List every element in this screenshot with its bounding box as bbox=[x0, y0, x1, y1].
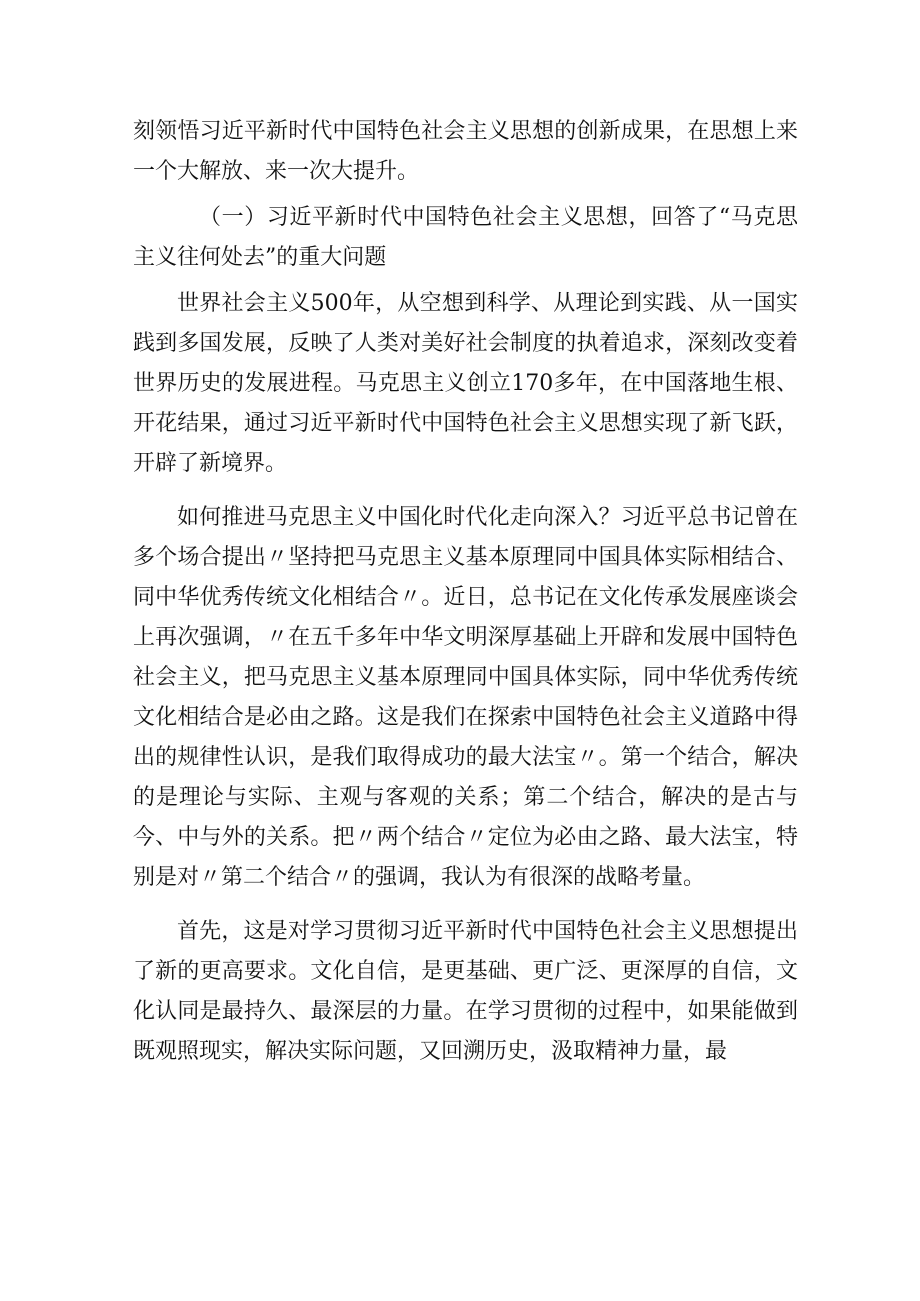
paragraph: 首先，这是对学习贯彻习近平新时代中国特色社会主义思想提出了新的更高要求。文化自信，是更基础、更广泛、更深厚的自信，文化认同是最持久、最深层的力量。在学习贯彻的过程中，如果能做到既观照现实，解决实际问题，又回溯历史，汲取精神力量，最 bbox=[133, 919, 798, 1064]
paragraph: 世界社会主义500年，从空想到科学、从理论到实践、从一国实践到多国发展，反映了人类对美好社会制度的执着追求，深刻改变着世界历史的发展进程。马克思主义创立170多年，在中国落地生根、开花结果，通过习近平新时代中国特色社会主义思想实现了新飞跃，开辟了新境界。 bbox=[133, 291, 798, 476]
section-heading: （一）习近平新时代中国特色社会主义思想，回答了“马克思主义往何处去”的重大问题 bbox=[133, 205, 798, 270]
paragraph: 如何推进马克思主义中国化时代化走向深入？习近平总书记曾在多个场合提出〃坚持把马克思主义基本原理同中国具体实际相结合、同中华优秀传统文化相结合〃。近日，总书记在文化传承发展座谈会上再次强调，〃在五千多年中华文明深厚基础上开辟和发展中国特色社会主义，把马克思主义基本原理同中国具体实际，同中华优秀传统文化相结合是必由之路。这是我们在探索中国特色社会主义道路中得出的规律性认识，是我们取得成功的最大法宝〃。第一个结合，解决的是理论与实际、主观与客观的关系；第二个结合，解决的是古与今、中与外的关系。把〃两个结合〃定位为必由之路、最大法宝，特别是对〃第二个结合〃的强调，我认为有很深的战略考量。 bbox=[133, 505, 798, 890]
document-body bbox=[133, 112, 798, 1072]
paragraph-continuation: 刻领悟习近平新时代中国特色社会主义思想的创新成果，在思想上来一个大解放、来一次大提升。 bbox=[133, 119, 798, 184]
